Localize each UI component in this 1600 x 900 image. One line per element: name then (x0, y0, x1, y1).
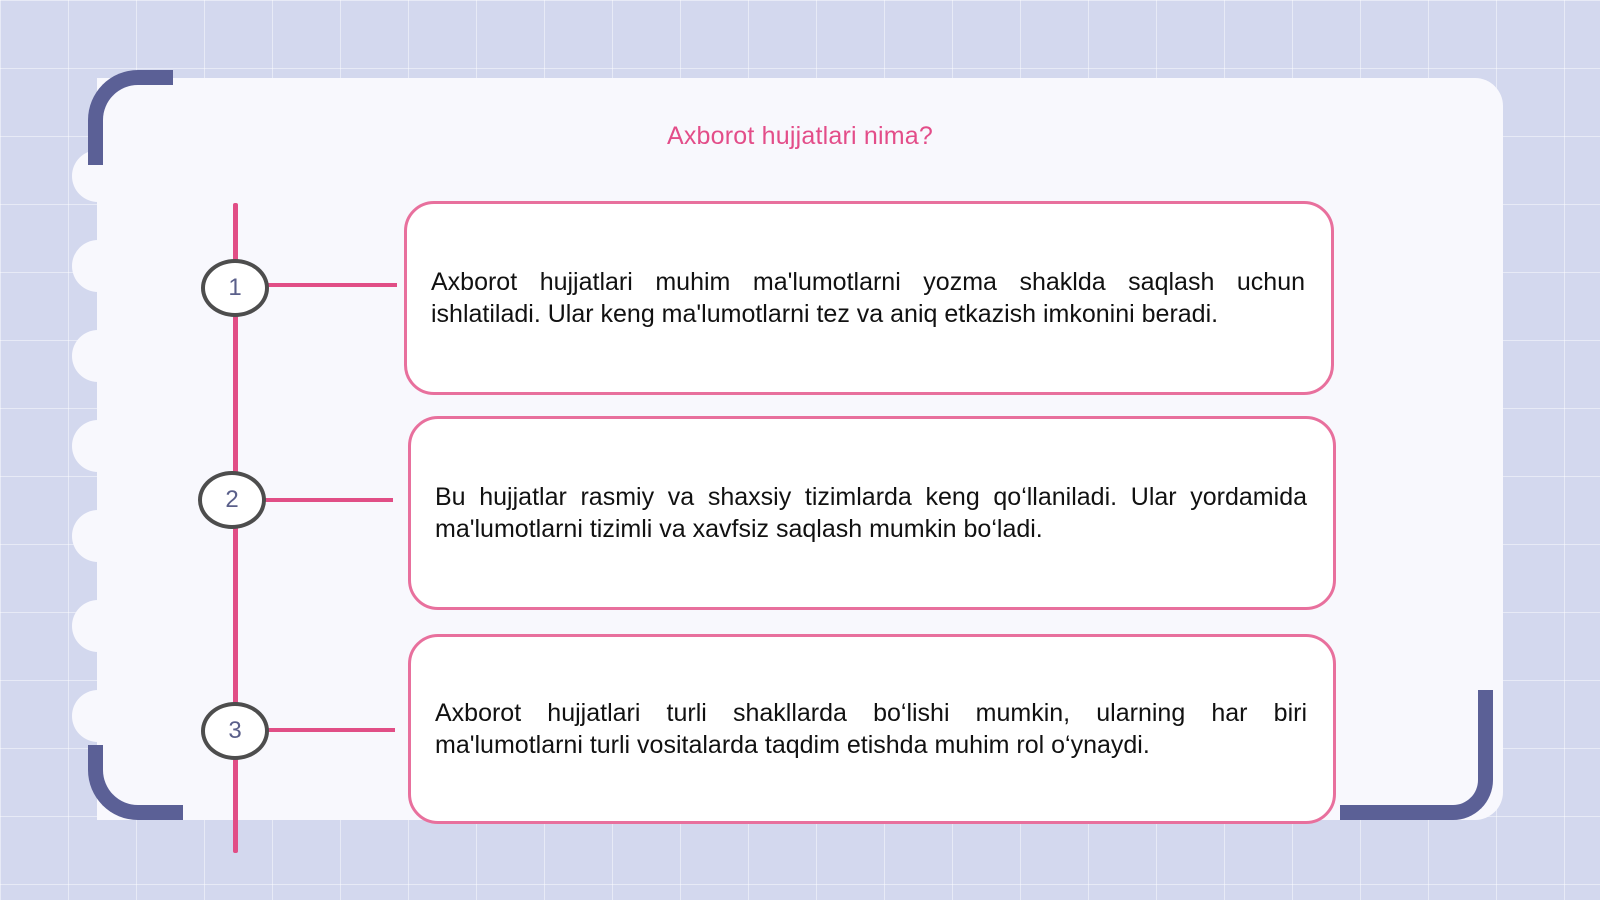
connector-line (262, 728, 395, 732)
paper-scallop (72, 690, 124, 742)
step-card-text: Axborot hujjatlari turli shakllarda bo‘lishi mumkin, ularning har biri ma'lumotlarni turli vositalarda taqdim etishda muhim rol o‘ynaydi. (435, 699, 1307, 759)
paper-scallop (72, 330, 124, 382)
step-card-3 (408, 634, 1336, 824)
step-card-1 (404, 201, 1334, 395)
connector-line (258, 498, 393, 502)
slide-title: Axborot hujjatlari nima? (666, 122, 934, 150)
connector-line (262, 283, 397, 287)
paper-scallop (72, 510, 124, 562)
step-marker-3: 3 (201, 702, 269, 760)
paper-scallop (72, 600, 124, 652)
paper-scallop (72, 240, 124, 292)
paper-scallop (72, 420, 124, 472)
step-card-2 (408, 416, 1336, 610)
step-marker-1: 1 (201, 259, 269, 317)
corner-bracket-bottom-right (1340, 690, 1493, 820)
step-marker-2: 2 (198, 471, 266, 529)
step-card-text: Bu hujjatlar rasmiy va shaxsiy tizimlarda keng qo‘llaniladi. Ular yordamida ma'lumotlarni tizimli va xavfsiz saqlash mumkin bo‘ladi. (435, 483, 1307, 543)
step-card-text: Axborot hujjatlari muhim ma'lumotlarni yozma shaklda saqlash uchun ishlatiladi. Ular keng ma'lumotlarni tez va aniq etkazish imkonini beradi. (431, 268, 1305, 328)
